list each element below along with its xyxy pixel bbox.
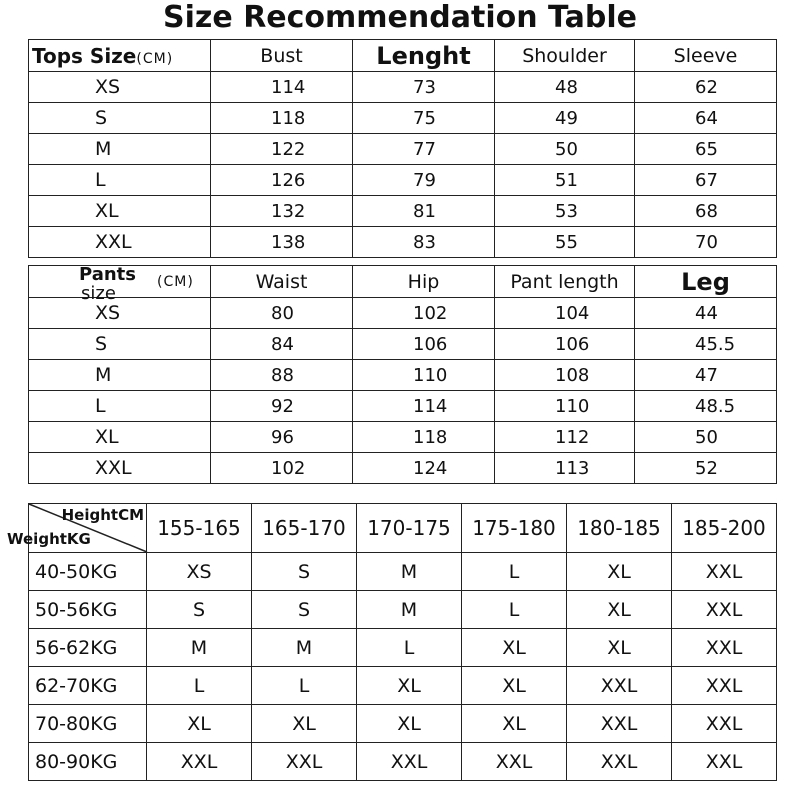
row-label-cell: XS xyxy=(29,298,211,329)
table-row xyxy=(29,705,777,743)
table-row xyxy=(29,134,777,165)
table-cell: XXL xyxy=(672,667,777,705)
table-cell: XL xyxy=(462,667,567,705)
table-cell: M xyxy=(357,553,462,591)
table-cell: 48 xyxy=(495,72,635,103)
table-cell: S xyxy=(147,591,252,629)
row-label-cell: L xyxy=(29,165,211,196)
table-row xyxy=(29,591,777,629)
row-label-cell: 56-62KG xyxy=(29,629,147,667)
table-cell: 45.5 xyxy=(635,329,777,360)
table-cell: 53 xyxy=(495,196,635,227)
table-cell: 92 xyxy=(211,391,353,422)
table-row xyxy=(29,667,777,705)
table-cell: 112 xyxy=(495,422,635,453)
table-cell: S xyxy=(252,591,357,629)
table-cell: 48.5 xyxy=(635,391,777,422)
pants-corner-label: Pants xyxy=(79,264,136,285)
table-row xyxy=(29,422,777,453)
tops-header-length: Lenght xyxy=(353,40,495,72)
table-cell: L xyxy=(462,553,567,591)
table-cell: 50 xyxy=(635,422,777,453)
table-cell: 77 xyxy=(353,134,495,165)
row-label-cell: M xyxy=(29,134,211,165)
table-cell: XXL xyxy=(252,743,357,781)
row-label-cell: S xyxy=(29,103,211,134)
table-cell: 102 xyxy=(211,453,353,484)
table-cell: 114 xyxy=(353,391,495,422)
table-cell: 124 xyxy=(353,453,495,484)
pants-header-waist: Waist xyxy=(211,266,353,298)
table-cell: XXL xyxy=(147,743,252,781)
table-cell: 132 xyxy=(211,196,353,227)
tops-header-bust: Bust xyxy=(211,40,353,72)
table-cell: 70 xyxy=(635,227,777,258)
table-cell: 118 xyxy=(353,422,495,453)
pants-corner-label-size: size xyxy=(81,283,116,304)
table-cell: 83 xyxy=(353,227,495,258)
table-cell: XXL xyxy=(357,743,462,781)
table-row xyxy=(29,165,777,196)
pants-header-pant-length: Pant length xyxy=(495,266,635,298)
tops-header-row xyxy=(29,40,777,72)
pants-corner-cell xyxy=(29,264,211,304)
table-cell: 79 xyxy=(353,165,495,196)
table-cell: XXL xyxy=(672,743,777,781)
table-cell: 81 xyxy=(353,196,495,227)
row-label-cell: M xyxy=(29,360,211,391)
table-cell: XXL xyxy=(672,629,777,667)
row-label-cell: 50-56KG xyxy=(29,591,147,629)
table-cell: 138 xyxy=(211,227,353,258)
table-cell: 84 xyxy=(211,329,353,360)
table-cell: 122 xyxy=(211,134,353,165)
table-row xyxy=(29,329,777,360)
table-row xyxy=(29,227,777,258)
pants-size-table xyxy=(28,265,777,484)
table-cell: 108 xyxy=(495,360,635,391)
table-cell: 68 xyxy=(635,196,777,227)
table-cell: XL xyxy=(567,553,672,591)
row-label-cell: S xyxy=(29,329,211,360)
pants-header-leg: Leg xyxy=(635,266,777,298)
table-cell: 113 xyxy=(495,453,635,484)
row-label-cell: XS xyxy=(29,72,211,103)
table-cell: XL xyxy=(357,667,462,705)
pants-rows xyxy=(29,298,777,484)
table-cell: 106 xyxy=(495,329,635,360)
table-cell: 67 xyxy=(635,165,777,196)
row-label-cell: XXL xyxy=(29,453,211,484)
row-label-cell: XXL xyxy=(29,227,211,258)
table-cell: 55 xyxy=(495,227,635,258)
table-row xyxy=(29,298,777,329)
row-label-cell: 62-70KG xyxy=(29,667,147,705)
table-cell: M xyxy=(357,591,462,629)
table-cell: 73 xyxy=(353,72,495,103)
table-cell: 114 xyxy=(211,72,353,103)
table-cell: 62 xyxy=(635,72,777,103)
tops-size-table xyxy=(28,39,777,258)
page-title: Size Recommendation Table xyxy=(163,0,637,35)
weight-label: WeightKG xyxy=(7,530,91,548)
table-row xyxy=(29,453,777,484)
table-cell: 50 xyxy=(495,134,635,165)
table-row xyxy=(29,360,777,391)
fit-corner-cell xyxy=(7,504,147,553)
table-cell: XL xyxy=(462,705,567,743)
table-cell: XL xyxy=(462,629,567,667)
table-row xyxy=(29,196,777,227)
table-cell: 88 xyxy=(211,360,353,391)
table-cell: 64 xyxy=(635,103,777,134)
fit-rows xyxy=(29,553,777,781)
table-row xyxy=(29,391,777,422)
row-label-cell: 70-80KG xyxy=(29,705,147,743)
table-cell: M xyxy=(147,629,252,667)
table-cell: L xyxy=(252,667,357,705)
row-label-cell: L xyxy=(29,391,211,422)
table-cell: 102 xyxy=(353,298,495,329)
table-cell: 52 xyxy=(635,453,777,484)
height-range-header: 155-165 xyxy=(147,504,252,553)
table-cell: 65 xyxy=(635,134,777,165)
tops-corner-unit: (CM) xyxy=(136,50,174,67)
tops-corner-label: Tops Size xyxy=(32,43,137,68)
height-range-header: 170-175 xyxy=(357,504,462,553)
table-cell: XS xyxy=(147,553,252,591)
table-row xyxy=(29,553,777,591)
table-cell: 110 xyxy=(353,360,495,391)
height-range-header: 185-200 xyxy=(672,504,777,553)
pants-header-hip: Hip xyxy=(353,266,495,298)
height-range-header: 165-170 xyxy=(252,504,357,553)
table-cell: 80 xyxy=(211,298,353,329)
tops-header-sleeve: Sleeve xyxy=(635,40,777,72)
table-cell: 51 xyxy=(495,165,635,196)
table-cell: 104 xyxy=(495,298,635,329)
row-label-cell: XL xyxy=(29,196,211,227)
table-cell: XXL xyxy=(567,743,672,781)
table-cell: 126 xyxy=(211,165,353,196)
pants-header-row xyxy=(29,266,777,298)
table-cell: 44 xyxy=(635,298,777,329)
table-cell: 47 xyxy=(635,360,777,391)
table-cell: XXL xyxy=(567,667,672,705)
height-range-header: 180-185 xyxy=(567,504,672,553)
table-cell: 49 xyxy=(495,103,635,134)
table-cell: 118 xyxy=(211,103,353,134)
table-cell: XXL xyxy=(567,705,672,743)
row-label-cell: 80-90KG xyxy=(29,743,147,781)
table-cell: 75 xyxy=(353,103,495,134)
tops-corner-cell xyxy=(29,40,211,72)
row-label-cell: XL xyxy=(29,422,211,453)
table-cell: XXL xyxy=(672,705,777,743)
table-cell: 110 xyxy=(495,391,635,422)
table-cell: XXL xyxy=(462,743,567,781)
table-cell: L xyxy=(147,667,252,705)
table-cell: XL xyxy=(252,705,357,743)
table-cell: XL xyxy=(147,705,252,743)
table-cell: XL xyxy=(357,705,462,743)
table-cell: 106 xyxy=(353,329,495,360)
table-cell: L xyxy=(357,629,462,667)
table-row xyxy=(29,743,777,781)
table-cell: 96 xyxy=(211,422,353,453)
height-label: HeightCM xyxy=(61,506,144,524)
row-label-cell: 40-50KG xyxy=(29,553,147,591)
pants-corner-unit: (CM) xyxy=(157,274,194,290)
height-range-header: 175-180 xyxy=(462,504,567,553)
tops-header-shoulder: Shoulder xyxy=(495,40,635,72)
table-cell: XL xyxy=(567,629,672,667)
table-cell: XXL xyxy=(672,591,777,629)
table-row xyxy=(29,103,777,134)
table-cell: M xyxy=(252,629,357,667)
fit-header-row xyxy=(29,504,777,553)
table-cell: XL xyxy=(567,591,672,629)
table-row xyxy=(29,629,777,667)
table-cell: XXL xyxy=(672,553,777,591)
table-cell: L xyxy=(462,591,567,629)
height-weight-table xyxy=(7,503,777,781)
table-row xyxy=(29,72,777,103)
tops-rows xyxy=(29,72,777,258)
table-cell: S xyxy=(252,553,357,591)
